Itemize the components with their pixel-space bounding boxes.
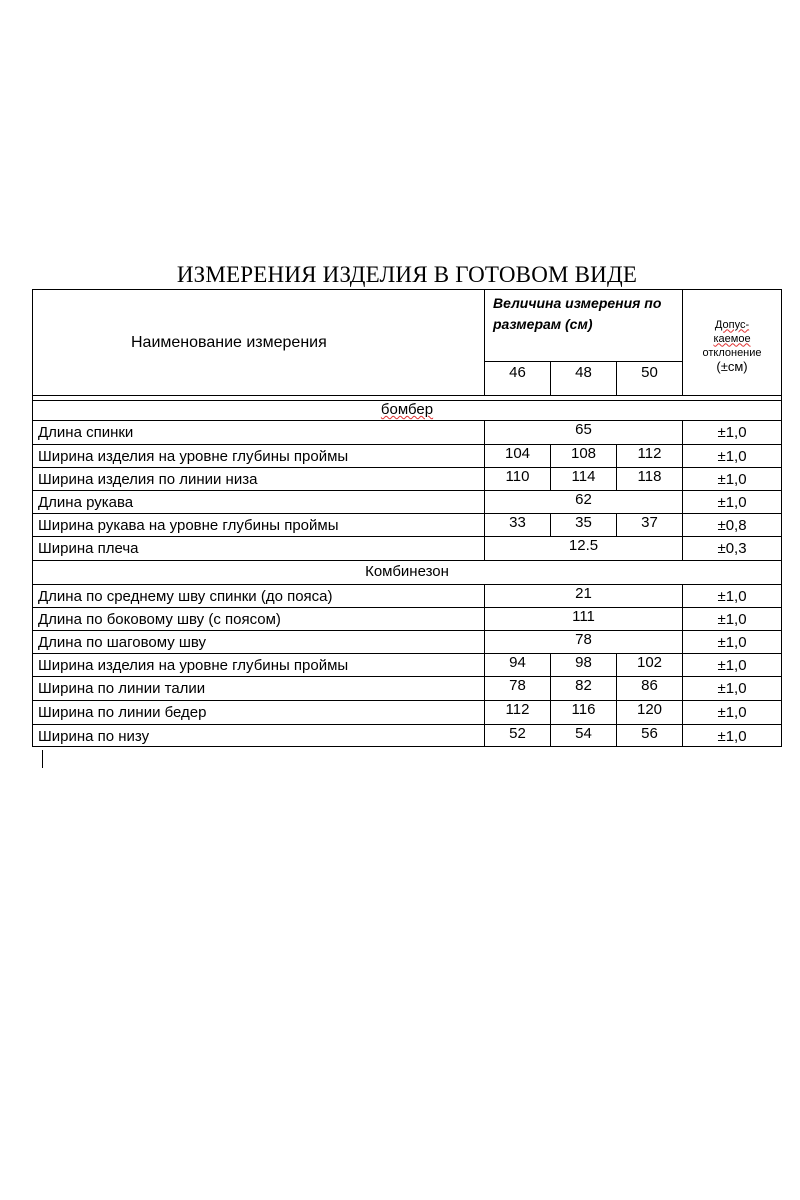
row-name: Длина рукава (33, 491, 485, 514)
row-value-all-sizes: 62 (485, 491, 683, 514)
size-48-header: 48 (551, 362, 617, 396)
header-tol-line-2: каемое (713, 332, 751, 345)
header-tol-line-1: Допус- (714, 318, 750, 331)
header-sizes-label: Величина измерения по размерам (см) (493, 295, 662, 332)
row-value-size-48: 114 (551, 468, 617, 491)
row-tolerance: ±1,0 (683, 725, 782, 747)
size-50-header: 50 (617, 362, 683, 396)
row-value-size-50: 112 (617, 445, 683, 468)
row-name: Длина по среднему шву спинки (до пояса) (33, 585, 485, 608)
measurements-table (32, 289, 782, 747)
section-title-bomber (33, 401, 782, 421)
row-value-all-sizes: 111 (485, 608, 683, 631)
header-tolerance-cell (683, 290, 782, 396)
row-value-size-50: 56 (617, 725, 683, 747)
row-tolerance: ±1,0 (683, 654, 782, 677)
row-name: Ширина изделия по линии низа (33, 468, 485, 491)
row-value-all-sizes: 78 (485, 631, 683, 654)
row-tolerance: ±1,0 (683, 468, 782, 491)
row-tolerance: ±0,3 (683, 537, 782, 561)
row-tolerance: ±1,0 (683, 421, 782, 445)
row-value-size-50: 120 (617, 701, 683, 725)
row-tolerance: ±1,0 (683, 608, 782, 631)
row-value-size-46: 94 (485, 654, 551, 677)
row-tolerance: ±1,0 (683, 631, 782, 654)
header-sizes-cell (485, 290, 683, 362)
page-title: ИЗМЕРЕНИЯ ИЗДЕЛИЯ В ГОТОВОМ ВИДЕ (176, 262, 638, 287)
row-value-size-48: 98 (551, 654, 617, 677)
header-tol-line-4: (±см) (716, 358, 748, 374)
row-tolerance: ±1,0 (683, 701, 782, 725)
row-tolerance: ±1,0 (683, 585, 782, 608)
row-value-size-46: 104 (485, 445, 551, 468)
text-cursor (42, 750, 43, 768)
row-value-size-50: 86 (617, 677, 683, 701)
row-tolerance: ±0,8 (683, 514, 782, 537)
row-value-all-sizes: 21 (485, 585, 683, 608)
row-name: Ширина по линии бедер (33, 701, 485, 725)
row-name: Ширина по низу (33, 725, 485, 747)
row-tolerance: ±1,0 (683, 677, 782, 701)
row-name: Ширина по линии талии (33, 677, 485, 701)
row-name: Длина по боковому шву (с поясом) (33, 608, 485, 631)
header-tol-line-3: отклонение (702, 346, 762, 359)
row-value-size-46: 110 (485, 468, 551, 491)
row-value-size-48: 116 (551, 701, 617, 725)
section-title-overall-label: Комбинезон (365, 563, 449, 580)
row-value-size-46: 78 (485, 677, 551, 701)
row-value-all-sizes: 12.5 (485, 537, 683, 561)
row-value-size-50: 102 (617, 654, 683, 677)
row-name: Длина спинки (33, 421, 485, 445)
section-title-overall (33, 561, 782, 585)
row-name: Ширина рукава на уровне глубины проймы (33, 514, 485, 537)
row-value-size-50: 37 (617, 514, 683, 537)
row-value-size-48: 54 (551, 725, 617, 747)
row-value-size-46: 33 (485, 514, 551, 537)
row-tolerance: ±1,0 (683, 445, 782, 468)
section-title-bomber-label: бомбер (380, 401, 434, 418)
row-value-size-46: 52 (485, 725, 551, 747)
row-tolerance: ±1,0 (683, 491, 782, 514)
row-name: Ширина изделия на уровне глубины проймы (33, 445, 485, 468)
size-46-header: 46 (485, 362, 551, 396)
row-value-size-50: 118 (617, 468, 683, 491)
row-value-size-48: 35 (551, 514, 617, 537)
row-value-all-sizes: 65 (485, 421, 683, 445)
header-name-cell (33, 290, 485, 396)
row-name: Ширина изделия на уровне глубины проймы (33, 654, 485, 677)
row-value-size-48: 108 (551, 445, 617, 468)
row-value-size-48: 82 (551, 677, 617, 701)
row-value-size-46: 112 (485, 701, 551, 725)
row-name: Ширина плеча (33, 537, 485, 561)
header-name-label: Наименование измерения (131, 333, 327, 351)
row-name: Длина по шаговому шву (33, 631, 485, 654)
